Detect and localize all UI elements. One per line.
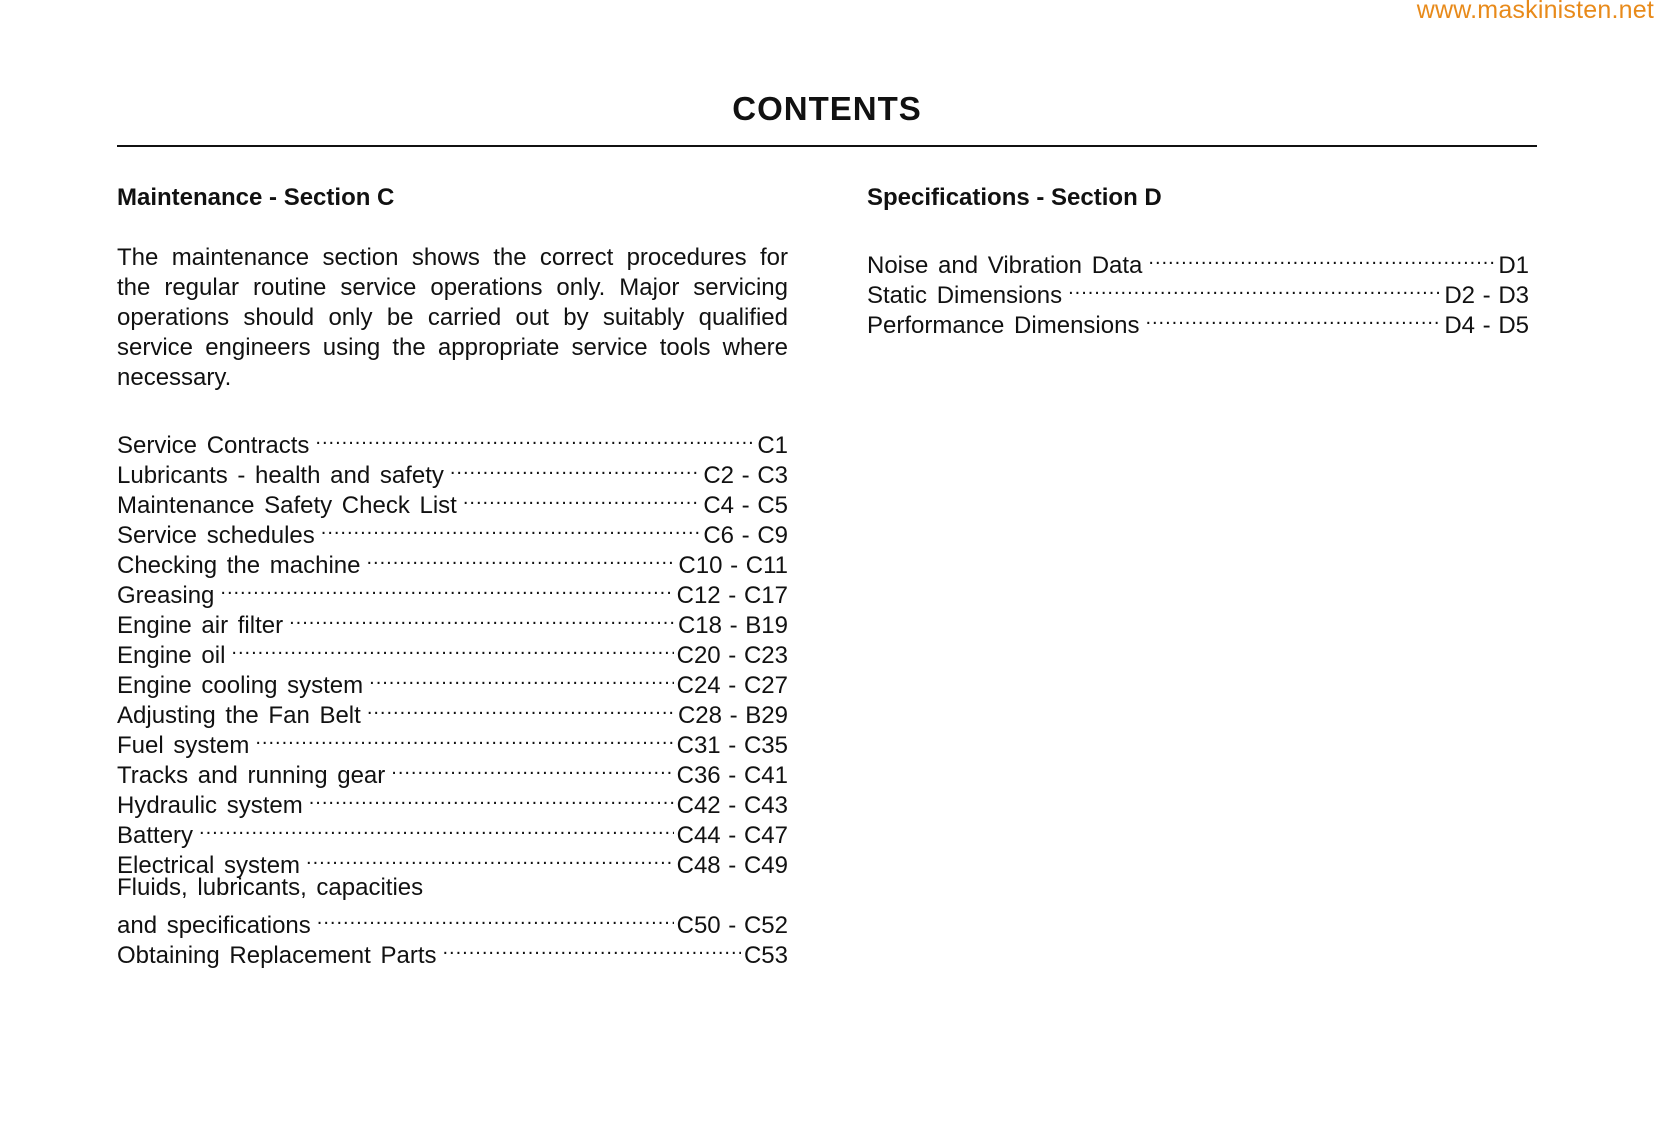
dot-leader: [289, 603, 675, 633]
toc-entry-page: C24 - C27: [676, 672, 788, 699]
dot-leader: [367, 693, 675, 723]
toc-entry-page: C42 - C43: [676, 792, 788, 819]
toc-entry-label: Service schedules: [117, 522, 315, 549]
dot-leader: [1148, 243, 1495, 273]
dot-leader: [443, 933, 741, 963]
toc-entry-page: C31 - C35: [676, 732, 788, 759]
toc-entry-page: D2 - D3: [1444, 282, 1529, 309]
dot-leader: [309, 783, 674, 813]
toc-entry-label: Tracks and running gear: [117, 762, 386, 789]
toc-entry-page: C10 - C11: [678, 552, 788, 579]
toc-entry-page: C36 - C41: [676, 762, 788, 789]
title-divider: [117, 145, 1537, 147]
toc-entry-label: Engine air filter: [117, 612, 284, 639]
toc-entry-page: C53: [743, 942, 788, 969]
maintenance-column: [117, 183, 788, 969]
toc-entry-page: C20 - C23: [676, 642, 788, 669]
dot-leader: [317, 903, 674, 933]
toc-entry-page: C6 - C9: [703, 522, 788, 549]
dot-leader: [1145, 303, 1441, 333]
dot-leader: [463, 483, 700, 513]
watermark-url[interactable]: www.maskinisten.net: [1416, 0, 1654, 24]
section-heading-maintenance: Maintenance - Section C: [117, 184, 395, 211]
toc-entry-page: C48 - C49: [676, 852, 788, 879]
toc-entry-label: Performance Dimensions: [867, 312, 1140, 339]
toc-entry-page: C2 - C3: [703, 462, 788, 489]
toc-entry-label: Fuel system: [117, 732, 250, 759]
toc-entry-label-line1: Fluids, lubricants, capacities: [117, 874, 424, 901]
toc-entry-page: C44 - C47: [676, 822, 788, 849]
toc-entry-label: Static Dimensions: [867, 282, 1063, 309]
toc-entry-label: Maintenance Safety Check List: [117, 492, 457, 519]
toc-entry-page: C4 - C5: [703, 492, 788, 519]
toc-entry-label: Battery: [117, 822, 194, 849]
toc-entry-label: Hydraulic system: [117, 792, 303, 819]
toc-entry-page: C28 - B29: [677, 702, 788, 729]
dot-leader: [306, 843, 674, 873]
toc-entry-page: D4 - D5: [1444, 312, 1529, 339]
toc-entry-label: Lubricants - health and safety: [117, 462, 444, 489]
toc-entry-label: Greasing: [117, 582, 215, 609]
toc-entry-label: and specifications: [117, 912, 311, 939]
maintenance-intro-paragraph: The maintenance section shows the correct procedures for the regular routine service operations only. Major servicing operations should only be carried out by suitably qualified service engineers using the appropriate service tools where necessary.: [117, 244, 788, 391]
dot-leader: [231, 633, 673, 663]
dot-leader: [369, 663, 673, 693]
toc-entry[interactable]: [117, 423, 788, 459]
dot-leader: [1068, 273, 1441, 303]
specifications-toc-list: [867, 243, 1529, 339]
toc-entry-label: Engine oil: [117, 642, 226, 669]
toc-entry-label: Electrical system: [117, 852, 301, 879]
page-title: CONTENTS: [732, 90, 922, 127]
dot-leader: [391, 753, 673, 783]
toc-entry[interactable]: [867, 243, 1529, 279]
toc-entry-label: Engine cooling system: [117, 672, 364, 699]
dot-leader: [199, 813, 674, 843]
toc-entry-page: C1: [757, 432, 788, 459]
dot-leader: [321, 513, 701, 543]
toc-entry-label: Service Contracts: [117, 432, 310, 459]
specifications-column: [867, 183, 1529, 339]
section-heading-specifications: Specifications - Section D: [867, 184, 1162, 211]
dot-leader: [315, 423, 754, 453]
dot-leader: [450, 453, 700, 483]
maintenance-toc-list: [117, 423, 788, 969]
toc-entry-page: C12 - C17: [676, 582, 788, 609]
dot-leader: [366, 543, 675, 573]
toc-entry[interactable]: [117, 873, 788, 939]
toc-entry-label: Obtaining Replacement Parts: [117, 942, 437, 969]
toc-entry-page: C18 - B19: [677, 612, 788, 639]
dot-leader: [220, 573, 673, 603]
toc-entry-page: C50 - C52: [676, 912, 788, 939]
dot-leader: [255, 723, 673, 753]
toc-entry-label: Noise and Vibration Data: [867, 252, 1143, 279]
toc-entry-page: D1: [1498, 252, 1529, 279]
toc-entry-label: Checking the machine: [117, 552, 361, 579]
toc-entry-label: Adjusting the Fan Belt: [117, 702, 361, 729]
